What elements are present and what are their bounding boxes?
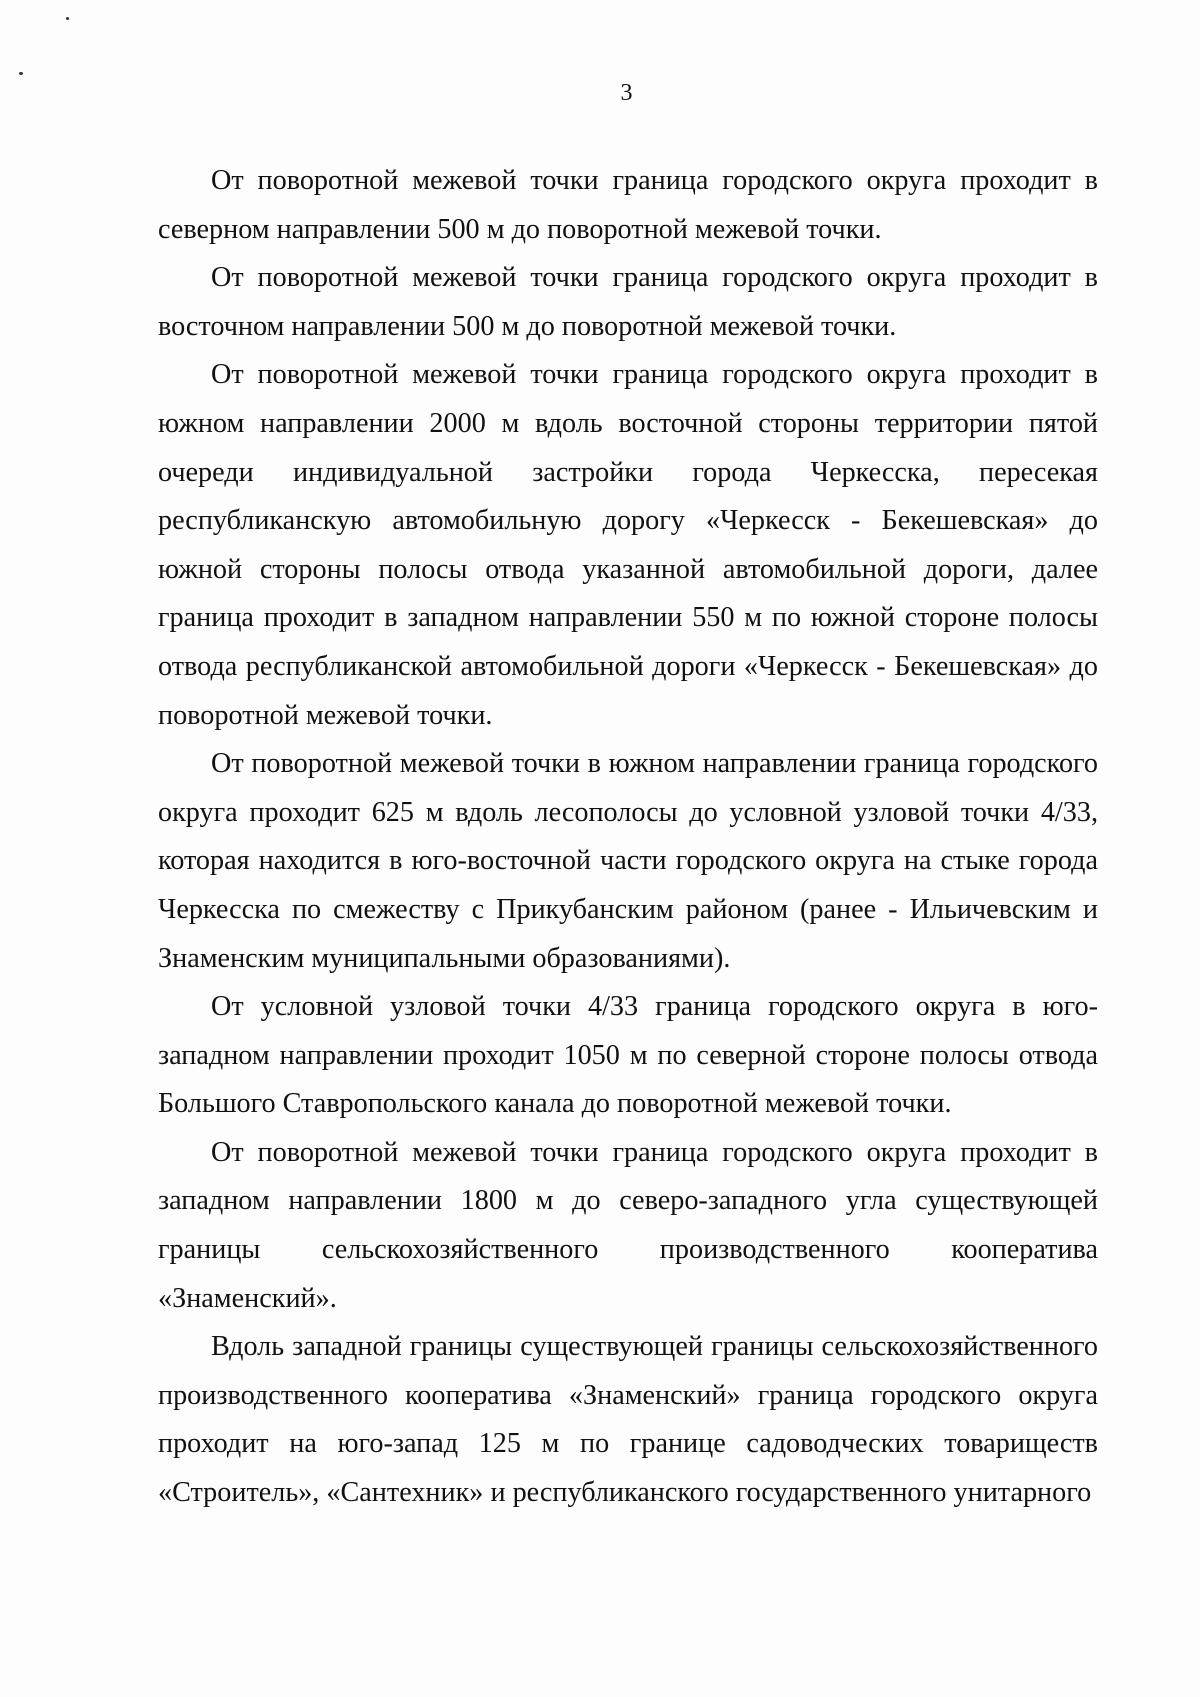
document-body — [158, 157, 1098, 1518]
paragraph: От поворотной межевой точки в южном направлении граница городского округа проходит 625 м вдоль лесополосы до условной узловой точки 4/33, которая находится в юго-восточной части городского округа на стыке города Черкесска по смежеству с Прикубанским районом (ранее - Ильичевским и Знаменским муниципальными образованиями). — [158, 748, 1098, 974]
scan-speck — [66, 17, 69, 20]
paragraph: Вдоль западной границы существующей границы сельскохозяйственного производственного кооператива «Знаменский» граница городского округа проходит на юго-запад 125 м по границе садоводческих товариществ «Строитель», «Сантехник» и республиканского государственного унитарного — [158, 1331, 1098, 1509]
paragraph: От поворотной межевой точки граница городского округа проходит в южном направлении 2000 м вдоль восточной стороны территории пятой очереди индивидуальной застройки города Черкесска, пересекая республиканскую автомобильную дорогу «Черкесск - Бекешевская» до южной стороны полосы отвода указанной автомобильной дороги, далее граница проходит в западном направлении 550 м по южной стороне полосы отвода республиканской автомобильной дороги «Черкесск - Бекешевская» до поворотной межевой точки. — [158, 359, 1098, 731]
paragraph: От условной узловой точки 4/33 граница городского округа в юго-западном направлении проходит 1050 м по северной стороне полосы отвода Большого Ставропольского канала до поворотной межевой точки. — [158, 991, 1098, 1120]
paragraph: От поворотной межевой точки граница городского округа проходит в северном направлении 500 м до поворотной межевой точки. — [158, 165, 1098, 245]
paragraph: От поворотной межевой точки граница городского округа проходит в западном направлении 1800 м до северо-западного угла существующей границы сельскохозяйственного производственного кооператива «Знаменский». — [158, 1136, 1098, 1314]
page-number: 3 — [620, 80, 633, 106]
paragraph: От поворотной межевой точки граница городского округа проходит в восточном направлении 500 м до поворотной межевой точки. — [158, 262, 1098, 342]
scan-speck — [19, 72, 23, 75]
